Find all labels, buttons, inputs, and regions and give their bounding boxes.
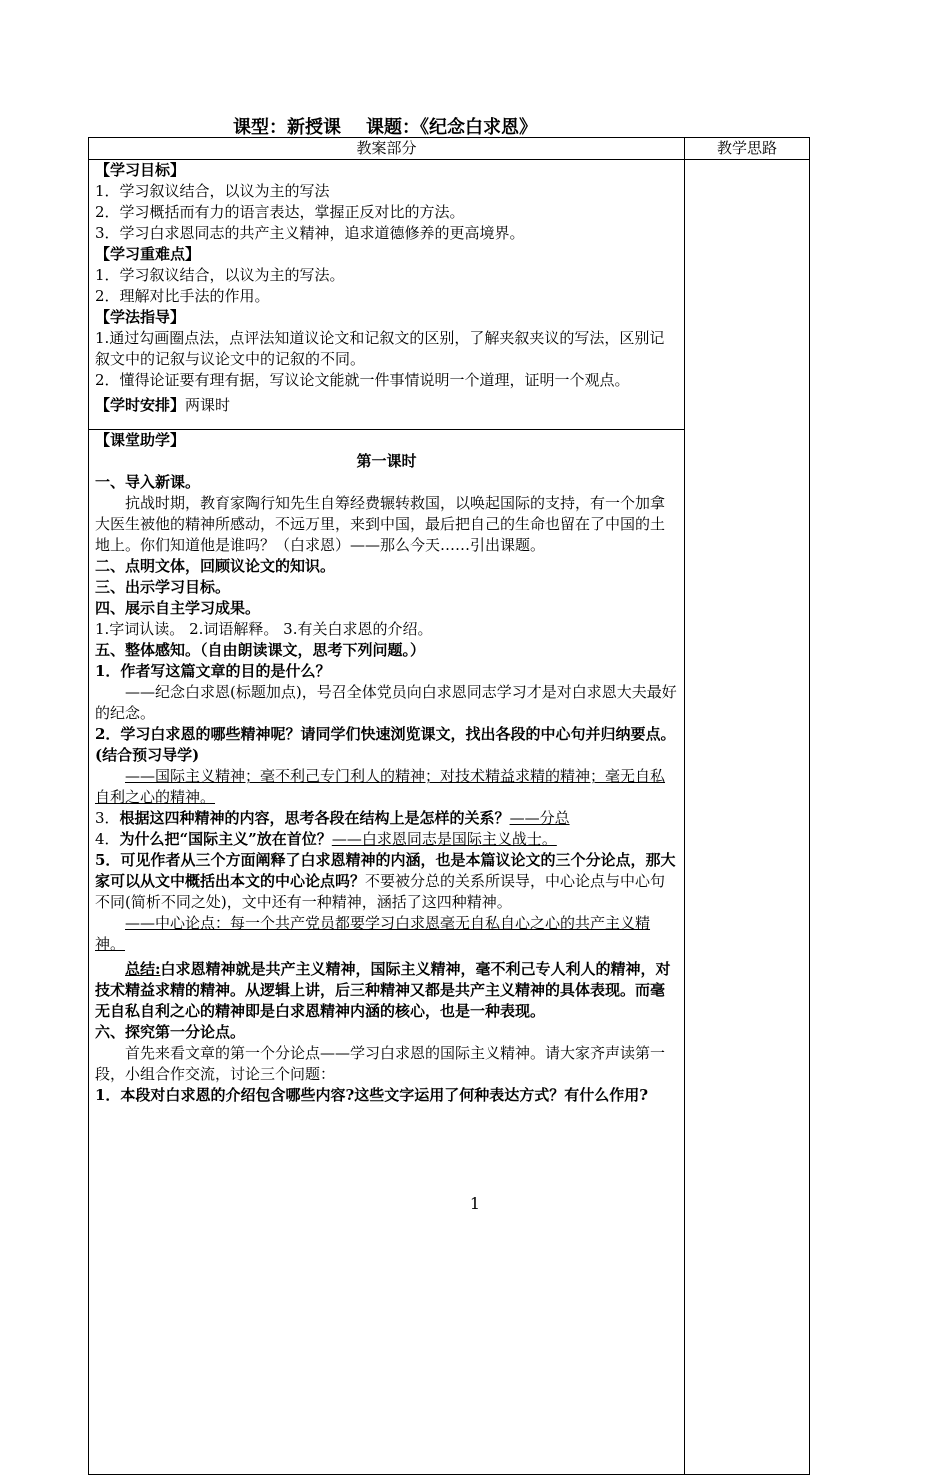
table-header-row: [89, 138, 810, 160]
question: 根据这四种精神的内容，思考各段在结构上是怎样的关系？: [119, 809, 510, 827]
question: 1．本段对白求恩的介绍包含哪些内容?这些文字运用了何种表达方式？有什么作用?: [95, 1086, 649, 1104]
method-heading: 【学法指导】: [95, 308, 186, 326]
method-item: 2．懂得论证要有理有据，写议论文能就一件事情说明一个道理，证明一个观点。: [95, 371, 630, 389]
key-item: 1．学习叙议结合，以议为主的写法。: [95, 266, 345, 284]
question-line: [95, 829, 678, 850]
key-item: 2．理解对比手法的作用。: [95, 287, 270, 305]
question-line: [95, 850, 678, 913]
key-heading: 【学习重难点】: [95, 245, 201, 263]
goal-item: 3．学习白求恩同志的共产主义精神，追求道德修养的更高境界。: [95, 224, 525, 242]
summary-label: 总结:: [125, 960, 161, 978]
section-heading: 一、导入新课。: [95, 473, 201, 491]
lesson-heading: 【课堂助学】: [95, 431, 186, 449]
page-number: 1: [469, 1194, 481, 1213]
question-number: 4．: [95, 830, 120, 848]
schedule-value: 两课时: [185, 396, 231, 414]
thinking-cell: [685, 160, 810, 1475]
section-heading: 三、出示学习目标。: [95, 578, 231, 596]
summary: [95, 959, 678, 1022]
section-heading: 五、整体感知。（自由朗读课文，思考下列问题。）: [95, 641, 426, 659]
question: 5．可见作者从三个方面阐释了白求恩精神的内涵，也是本篇议论文的三个分论点，那大家可以从文中概括出本文的中心论点吗？: [95, 851, 676, 890]
objectives-cell: [89, 160, 685, 430]
answer: ——中心论点：每一个共产党员都要学习白求恩毫无自私自心之心的共产主义精神。: [95, 914, 651, 953]
answer: ——分总: [509, 809, 570, 827]
section-heading: 四、展示自主学习成果。: [95, 599, 261, 617]
paragraph: 抗战时期，教育家陶行知先生自筹经费辗转救国，以唤起国际的支持，有一个加拿大医生被他的精神所感动，不远万里，来到中国，最后把自己的生命也留在了中国的土地上。你们知道他是谁吗？（白求恩）——那么今天……引出课题。: [95, 494, 666, 554]
answer: ——白求恩同志是国际主义战士。: [331, 830, 557, 848]
question-line: [95, 808, 678, 829]
question: 1．作者写这篇文章的目的是什么？: [95, 662, 331, 680]
question: 2．学习白求恩的哪些精神呢？请同学们快速浏览课文，找出各段的中心句并归纳要点。(结合预习导学): [95, 725, 676, 764]
paragraph: 首先来看文章的第一个分论点——学习白求恩的国际主义精神。请大家齐声读第一段，小组合作交流，讨论三个问题：: [95, 1044, 666, 1083]
lesson-subtitle: 第一课时: [356, 452, 417, 470]
section-heading: 二、点明文体，回顾议论文的知识。: [95, 557, 336, 575]
lesson-plan-table: [88, 137, 810, 1475]
paragraph: 1.字词认读。 2.词语解释。 3.有关白求恩的介绍。: [95, 620, 433, 638]
summary-text: 白求恩精神就是共产主义精神，国际主义精神，毫不利己专人利人的精神，对技术精益求精的精神。从逻辑上讲，后三种精神又都是共产主义精神的具体表现。而毫无自私自利之心的精神即是白求恩精神内涵的核心，也是一种表现。: [95, 960, 671, 1020]
objectives-row: [89, 160, 810, 430]
question-number: 3．: [95, 809, 120, 827]
goal-item: 2．学习概括而有力的语言表达，掌握正反对比的方法。: [95, 203, 465, 221]
goals-heading: 【学习目标】: [95, 161, 186, 179]
question: 为什么把“国际主义”放在首位？: [119, 830, 332, 848]
col-header-thinking: 教学思路: [685, 138, 810, 160]
lesson-cell: [89, 430, 685, 1475]
answer: ——国际主义精神；毫不利己专门利人的精神；对技术精益求精的精神；毫无自私自利之心的精神。: [95, 767, 666, 806]
schedule-heading: 【学时安排】: [95, 396, 186, 414]
col-header-plan: 教案部分: [89, 138, 685, 160]
goal-item: 1．学习叙议结合，以议为主的写法: [95, 182, 330, 200]
schedule-line: [95, 395, 678, 416]
question-note: 不要被分总的关系所误导，中心论点与中心句不同(简析不同之处)，文中还有一种精神，涵括了这四种精神。: [95, 872, 666, 911]
page-title: 课型：新授课 课题：《纪念白求恩》: [232, 117, 538, 138]
section-heading: 六、探究第一分论点。: [95, 1023, 246, 1041]
answer: ——纪念白求恩(标题加点)，号召全体党员向白求恩同志学习才是对白求恩大夫最好的纪念。: [95, 683, 677, 722]
method-item: 1.通过勾画圈点法，点评法知道议论文和记叙文的区别，了解夹叙夹议的写法，区别记叙文中的记叙与议论文中的记叙的不同。: [95, 329, 665, 368]
